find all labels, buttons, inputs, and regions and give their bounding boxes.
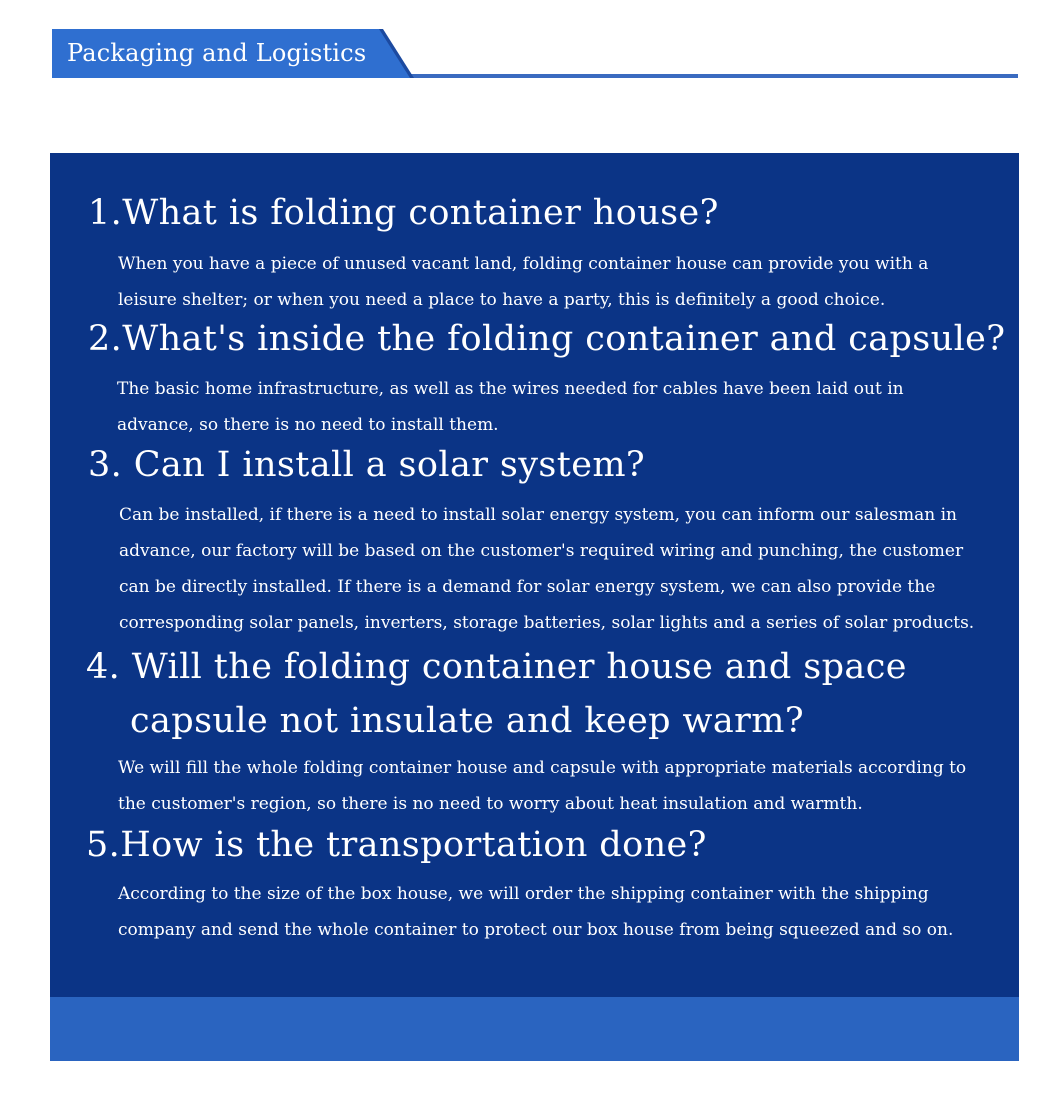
section-title: Packaging and Logistics xyxy=(67,39,367,67)
faq-answer-1: When you have a piece of unused vacant land, folding container house can provide you with a leisure shelter; or when you need a place to have a party, this is definitely a good choice. xyxy=(118,254,929,310)
faq-question-4: 4. Will the folding container house and space capsule not insulate and keep warm? xyxy=(86,647,907,741)
faq-answer-5: According to the size of the box house, we will order the shipping container with the shipping company and send the whole container to protect our box house from being squeezed and so on. xyxy=(118,884,954,940)
faq-answer-3: Can be installed, if there is a need to install solar energy system, you can inform our salesman in advance, our factory will be based on the customer's required wiring and punching, the customer can be directly installed. If there is a demand for solar energy system, we can also provide the corresponding solar panels, inverters, storage batteries, solar lights and a series of solar products. xyxy=(119,505,975,633)
faq-question-1: 1.What is folding container house? xyxy=(88,193,719,233)
faq-question-2: 2.What's inside the folding container and capsule? xyxy=(88,319,1006,359)
section-header xyxy=(52,29,1018,79)
faq-question-5: 5.How is the transportation done? xyxy=(86,825,707,865)
faq-answer-4: We will fill the whole folding container house and capsule with appropriate materials according to the customer's region, so there is no need to worry about heat insulation and warmth. xyxy=(118,758,967,814)
faq-answer-2: The basic home infrastructure, as well as the wires needed for cables have been laid out in advance, so there is no need to install them. xyxy=(117,379,904,435)
footer-band xyxy=(50,997,1019,1061)
faq-question-3: 3. Can I install a solar system? xyxy=(88,445,646,485)
